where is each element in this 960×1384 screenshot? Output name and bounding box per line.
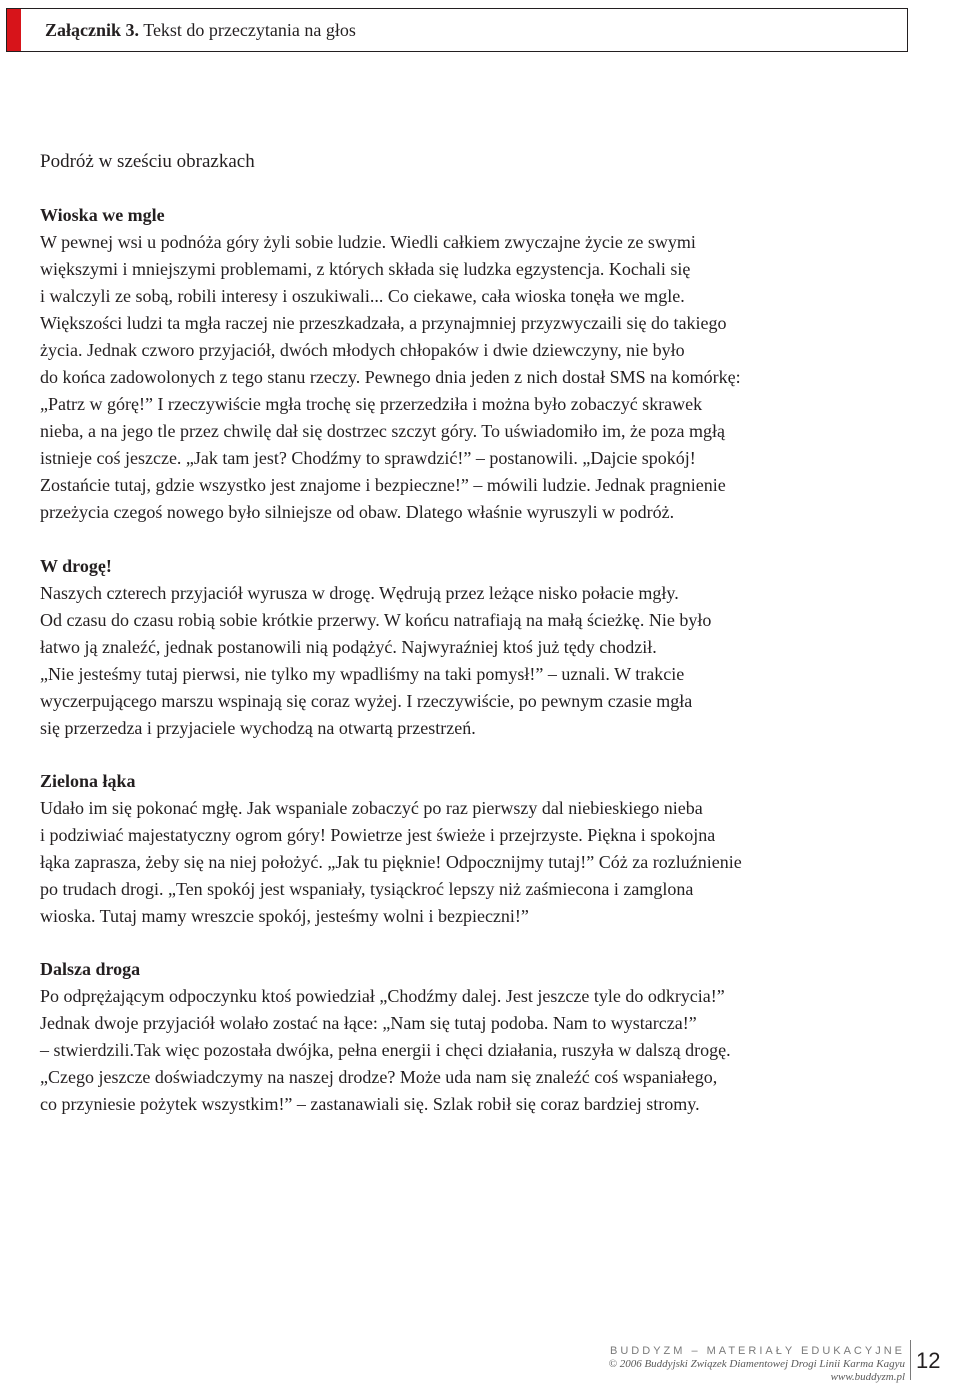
paragraph-line: łatwo ją znaleźć, jednak postanowili nią podążyć. Najwyraźniej ktoś już tędy chodził. xyxy=(40,637,657,657)
footer-url: www.buddyzm.pl xyxy=(830,1371,905,1383)
paragraph-line: „Czego jeszcze doświadczymy na naszej drodze? Może uda nam się znaleźć coś wspaniałego, xyxy=(40,1067,718,1087)
paragraph-line: Jednak dwoje przyjaciół wolało zostać na łące: „Nam się tutaj podoba. Nam to wystarcza!” xyxy=(40,1013,697,1033)
section-dalsza-droga xyxy=(40,956,890,1118)
header-accent-bar xyxy=(7,9,21,51)
paragraph-line: wyczerpującego marszu wspinają się coraz wyżej. I rzeczywiście, po pewnym czasie mgła xyxy=(40,691,693,711)
paragraph-line: po trudach drogi. „Ten spokój jest wspaniały, tysiąckroć lepszy niż zaśmiecona i zamglona xyxy=(40,879,694,899)
paragraph-line: „Nie jesteśmy tutaj pierwsi, nie tylko my wpadliśmy na taki pomysł!” – uznali. W trakcie xyxy=(40,664,685,684)
paragraph-line: – stwierdzili.Tak więc pozostała dwójka, pełna energii i chęci działania, ruszyła w dalszą drogę. xyxy=(40,1040,731,1060)
paragraph-line: Po odprężającym odpoczynku ktoś powiedział „Chodźmy dalej. Jest jeszcze tyle do odkrycia!” xyxy=(40,986,725,1006)
header-box xyxy=(6,8,908,52)
document-title: Podróż w sześciu obrazkach xyxy=(40,151,255,172)
paragraph-line: Większości ludzi ta mgła raczej nie przeszkadzała, a przynajmniej przyzwyczaili się do takiego xyxy=(40,313,727,333)
paragraph-line: Udało im się pokonać mgłę. Jak wspaniale zobaczyć po raz pierwszy dal niebieskiego nieba xyxy=(40,798,703,818)
section-heading: Dalsza droga xyxy=(40,959,141,979)
footer-series-title: BUDDYZM – MATERIAŁY EDUKACYJNE xyxy=(610,1345,905,1357)
paragraph-line: co przyniesie pożytek wszystkim!” – zastanawiali się. Szlak robił się coraz bardziej stromy. xyxy=(40,1094,700,1114)
paragraph-line: łąka zaprasza, żeby się na niej położyć. „Jak tu pięknie! Odpocznijmy tutaj!” Cóż za rozluźnienie xyxy=(40,852,742,872)
page-number: 12 xyxy=(916,1348,941,1373)
paragraph-line: Od czasu do czasu robią sobie krótkie przerwy. W końcu natrafiają na małą ścieżkę. Nie było xyxy=(40,610,712,630)
section-w-droge xyxy=(40,553,890,742)
paragraph-line: „Patrz w górę!” I rzeczywiście mgła trochę się przerzedziła i można było zobaczyć skrawek xyxy=(40,394,703,414)
paragraph-line: Naszych czterech przyjaciół wyrusza w drogę. Wędrują przez leżące nisko połacie mgły. xyxy=(40,583,679,603)
section-heading: Wioska we mgle xyxy=(40,205,165,225)
paragraph-line: do końca zadowolonych z tego stanu rzeczy. Pewnego dnia jeden z nich dostał SMS na komórkę: xyxy=(40,367,741,387)
footer-copyright: © 2006 Buddyjski Związek Diamentowej Drogi Linii Karma Kagyu xyxy=(608,1358,905,1370)
section-zielona-laka xyxy=(40,768,890,930)
paragraph-line: wioska. Tutaj mamy wreszcie spokój, jesteśmy wolni i bezpieczni!” xyxy=(40,906,529,926)
paragraph-line: większymi i mniejszymi problemami, z których składa się ludzka egzystencja. Kochali się xyxy=(40,259,691,279)
paragraph-line: i podziwiać majestatyczny ogrom góry! Powietrze jest świeże i przejrzyste. Piękna i spokojna xyxy=(40,825,716,845)
paragraph-line: się przerzedza i przyjaciele wychodzą na otwartą przestrzeń. xyxy=(40,718,476,738)
footer-brand xyxy=(609,1345,905,1384)
header-title xyxy=(45,19,356,41)
paragraph-line: Zostańcie tutaj, gdzie wszystko jest znajome i bezpieczne!” – mówili ludzie. Jednak pragnienie xyxy=(40,475,726,495)
attachment-label: Załącznik 3. xyxy=(45,20,140,40)
paragraph-line: przeżycia czegoś nowego było silniejsze od obaw. Dlatego właśnie wyruszyli w podróż. xyxy=(40,502,675,522)
attachment-title: Tekst do przeczytania na głos xyxy=(143,20,356,40)
section-heading: W drogę! xyxy=(40,556,112,576)
paragraph-line: życia. Jednak czworo przyjaciół, dwóch młodych chłopaków i dwie dziewczyny, nie było xyxy=(40,340,685,360)
paragraph-line: istnieje coś jeszcze. „Jak tam jest? Chodźmy to sprawdzić!” – postanowili. „Dajcie spokój! xyxy=(40,448,696,468)
paragraph-line: i walczyli ze sobą, robili interesy i oszukiwali... Co ciekawe, cała wioska tonęła we mgle. xyxy=(40,286,685,306)
section-heading: Zielona łąka xyxy=(40,771,136,791)
paragraph-line: nieba, a na jego tle przez chwilę dał się dostrzec szczyt góry. To uświadomiło im, że poza mgłą xyxy=(40,421,725,441)
paragraph-line: W pewnej wsi u podnóża góry żyli sobie ludzie. Wiedli całkiem zwyczajne życie ze swymi xyxy=(40,232,696,252)
footer-divider xyxy=(910,1340,911,1380)
section-wioska xyxy=(40,202,890,526)
